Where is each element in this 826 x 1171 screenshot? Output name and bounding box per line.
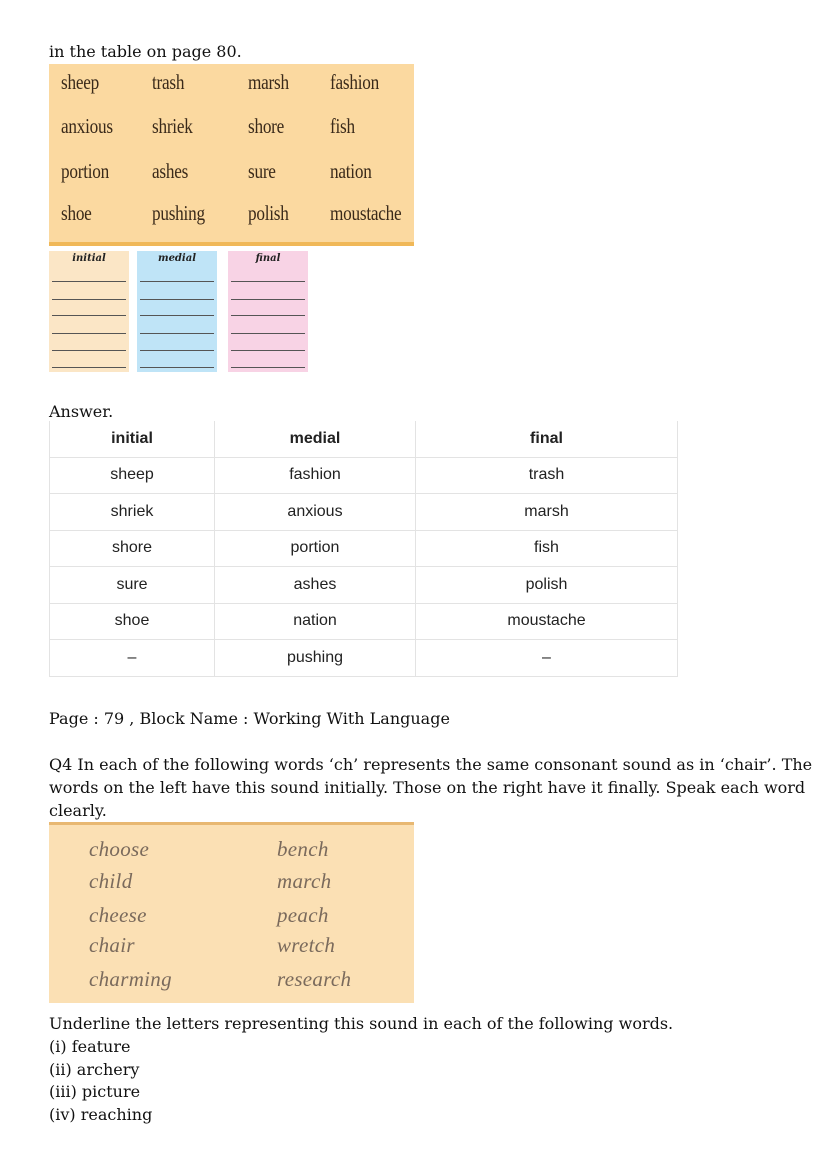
question-line-3: clearly. <box>49 801 107 820</box>
word: wretch <box>277 933 336 957</box>
header-final: final <box>416 421 678 457</box>
word: march <box>277 869 332 893</box>
word: fish <box>330 114 355 138</box>
page-info: Page : 79 , Block Name : Working With Language <box>49 709 450 728</box>
word: moustache <box>330 201 402 225</box>
word: ashes <box>152 159 189 183</box>
table-row <box>50 494 678 531</box>
final-column <box>228 251 308 372</box>
word: fashion <box>330 70 379 94</box>
table-cell: anxious <box>215 494 416 531</box>
table-cell: – <box>50 640 215 677</box>
question-line-2: words on the left have this sound initially. Those on the right have it finally. Speak each word <box>49 778 806 797</box>
word: choose <box>89 837 150 861</box>
table-cell: pushing <box>215 640 416 677</box>
list-item: (iii) picture <box>49 1082 141 1101</box>
table-cell: moustache <box>416 603 678 640</box>
word: nation <box>330 159 372 183</box>
table-cell: trash <box>416 457 678 494</box>
answer-label: Answer. <box>49 402 114 421</box>
table-cell: – <box>416 640 678 677</box>
word: charming <box>89 967 172 991</box>
word: trash <box>152 70 185 94</box>
table-row <box>50 603 678 640</box>
word-box-sh <box>49 64 414 246</box>
word: child <box>89 869 133 893</box>
list-item: (iv) reaching <box>49 1105 153 1124</box>
table-cell: fashion <box>215 457 416 494</box>
header-initial: initial <box>50 421 215 457</box>
word: portion <box>61 159 110 183</box>
column-header: final <box>255 253 281 264</box>
word: cheese <box>89 903 147 927</box>
word: research <box>277 967 352 991</box>
column-header: initial <box>72 253 106 264</box>
table-row <box>50 530 678 567</box>
word: chair <box>89 933 135 957</box>
word: sure <box>248 159 276 183</box>
instruction: Underline the letters representing this sound in each of the following words. <box>49 1014 674 1033</box>
table-cell: shore <box>50 530 215 567</box>
word: polish <box>248 201 289 225</box>
word: shoe <box>61 201 92 225</box>
table-row <box>50 457 678 494</box>
intro-line: in the table on page 80. <box>49 42 242 61</box>
table-row <box>50 640 678 677</box>
table-cell: marsh <box>416 494 678 531</box>
header-medial: medial <box>215 421 416 457</box>
word: anxious <box>61 114 113 138</box>
word: pushing <box>152 201 205 225</box>
word: peach <box>277 903 329 927</box>
table-cell: nation <box>215 603 416 640</box>
initial-column <box>49 251 129 372</box>
table-cell: sure <box>50 567 215 604</box>
column-header: medial <box>157 253 196 264</box>
table-cell: shoe <box>50 603 215 640</box>
word: shore <box>248 114 285 138</box>
word-box-ch <box>49 822 414 1003</box>
list-item: (ii) archery <box>49 1060 140 1079</box>
table-row <box>50 567 678 604</box>
word: bench <box>277 837 329 861</box>
table-cell: ashes <box>215 567 416 604</box>
answer-table <box>49 421 678 677</box>
word: shriek <box>152 114 193 138</box>
table-cell: portion <box>215 530 416 567</box>
question-line-1: Q4 In each of the following words ‘ch’ represents the same consonant sound as in ‘chair’. The <box>49 755 813 774</box>
table-cell: polish <box>416 567 678 604</box>
word: sheep <box>61 70 99 94</box>
table-header-row <box>50 421 678 457</box>
medial-column <box>137 251 217 372</box>
table-cell: sheep <box>50 457 215 494</box>
list-item: (i) feature <box>49 1037 131 1056</box>
table-cell: fish <box>416 530 678 567</box>
table-cell: shriek <box>50 494 215 531</box>
word: marsh <box>248 70 289 94</box>
